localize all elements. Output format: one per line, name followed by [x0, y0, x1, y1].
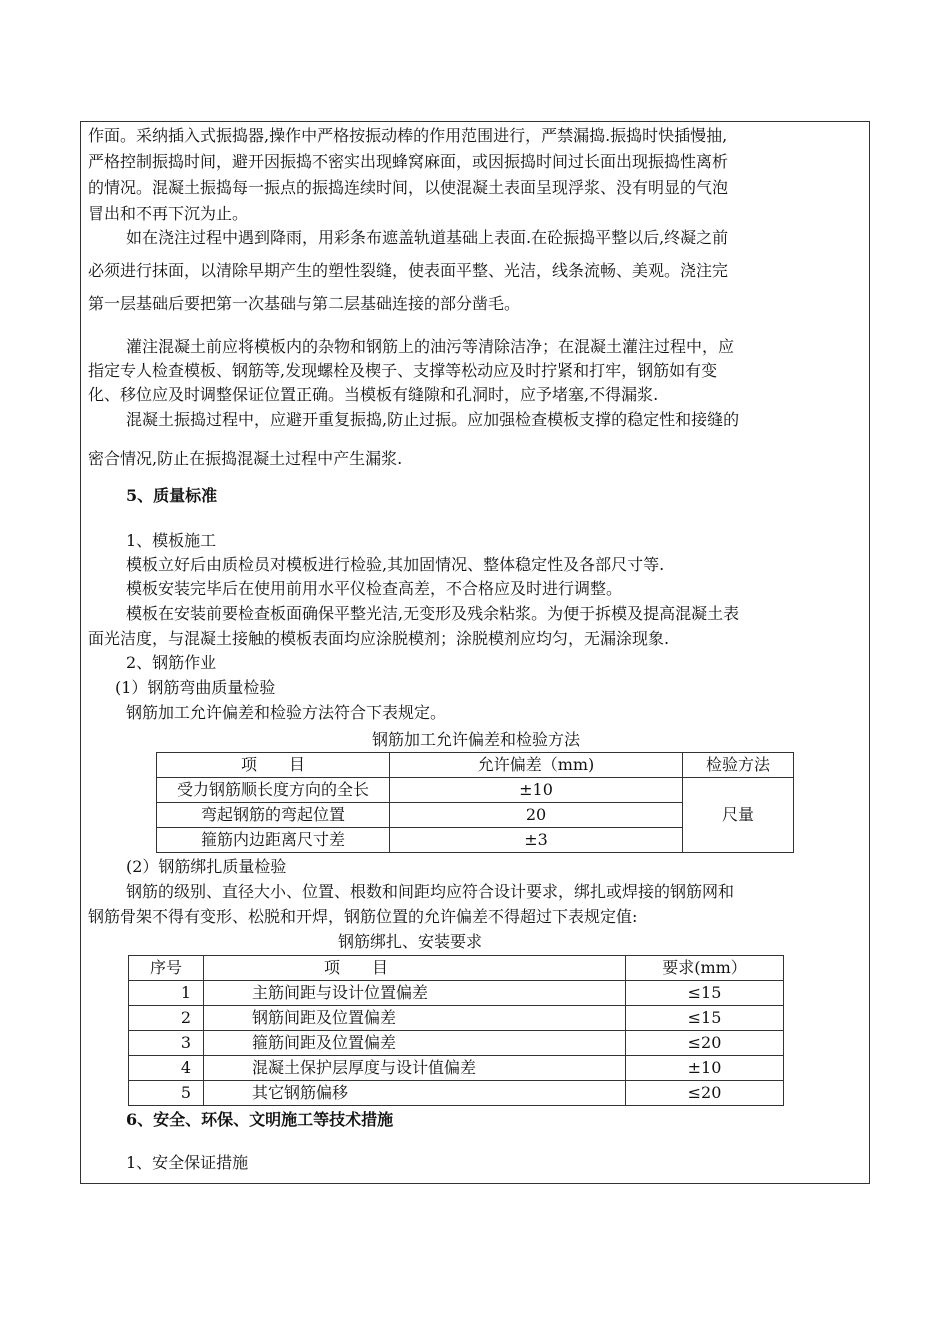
- table-header: 项 目: [157, 753, 390, 778]
- paragraph-line: 混凝土振捣过程中，应避开重复振捣,防止过振。应加强检查模板支撑的稳定性和接缝的: [126, 410, 740, 429]
- table-cell: 2: [129, 1006, 204, 1031]
- section-heading: 6、安全、环保、文明施工等技术措施: [126, 1110, 394, 1129]
- paragraph-line: 第一层基础后要把第一次基础与第二层基础连接的部分凿毛。: [88, 294, 521, 313]
- paragraph-line: 模板安装完毕后在使用前用水平仪检查高差，不合格应及时进行调整。: [126, 579, 623, 598]
- paragraph-line: 钢筋加工允许偏差和检验方法符合下表规定。: [126, 703, 447, 722]
- table-row: [157, 778, 794, 803]
- subsection-heading: (2）钢筋绑扎质量检验: [126, 857, 287, 876]
- paragraph-line: 化、移位应及时调整保证位置正确。当模板有缝隙和孔洞时，应予堵塞,不得漏浆.: [88, 385, 659, 404]
- tolerance-table: [156, 752, 794, 853]
- table-header: 序号: [129, 956, 204, 981]
- table-cell: 主筋间距与设计位置偏差: [204, 981, 626, 1006]
- paragraph-line: 冒出和不再下沉为止。: [88, 204, 249, 223]
- table-caption: 钢筋绑扎、安装要求: [338, 932, 483, 951]
- subsection-heading: (1）钢筋弯曲质量检验: [115, 678, 276, 697]
- table-cell: ≤15: [626, 981, 784, 1006]
- paragraph-line: 严格控制振捣时间，避开因振捣不密实出现蜂窝麻面，或因振捣时间过长面出现振捣性离析: [88, 152, 729, 171]
- paragraph-line: 密合情况,防止在振捣混凝土过程中产生漏浆.: [88, 449, 403, 468]
- paragraph-line: 钢筋骨架不得有变形、松脱和开焊，钢筋位置的允许偏差不得超过下表规定值:: [88, 907, 638, 926]
- table-header: 允许偏差（mm): [390, 753, 683, 778]
- paragraph-line: 必须进行抹面，以清除早期产生的塑性裂缝，使表面平整、光洁，线条流畅、美观。浇注完: [88, 261, 729, 280]
- table-cell: 3: [129, 1031, 204, 1056]
- table-row: [129, 981, 784, 1006]
- subsection-heading: 1、模板施工: [126, 531, 217, 550]
- paragraph-line: 模板在安装前要检查板面确保平整光洁,无变形及残余粘浆。为便于拆模及提高混凝土表: [126, 604, 740, 623]
- paragraph-line: 作面。采纳插入式振捣器,操作中严格按振动棒的作用范围进行，严禁漏捣.振捣时快插慢抽,: [88, 126, 728, 145]
- table-cell: 20: [390, 803, 683, 828]
- table-cell: ±3: [390, 828, 683, 853]
- table-header: 项 目: [204, 956, 626, 981]
- table-header: 要求(mm）: [626, 956, 784, 981]
- binding-table: [128, 955, 784, 1106]
- table-cell: 1: [129, 981, 204, 1006]
- table-cell: 尺量: [683, 778, 794, 853]
- table-caption: 钢筋加工允许偏差和检验方法: [372, 730, 581, 749]
- table-header: 检验方法: [683, 753, 794, 778]
- subsection-heading: 2、钢筋作业: [126, 653, 217, 672]
- paragraph-line: 的情况。混凝土振捣每一振点的振捣连续时间，以使混凝土表面呈现浮浆、没有明显的气泡: [88, 178, 729, 197]
- table-row: [129, 1031, 784, 1056]
- table-cell: 箍筋间距及位置偏差: [204, 1031, 626, 1056]
- subsection-heading: 1、安全保证措施: [126, 1153, 249, 1172]
- table-cell: 其它钢筋偏移: [204, 1081, 626, 1106]
- table-cell: ±10: [626, 1056, 784, 1081]
- paragraph-line: 指定专人检查模板、钢筋等,发现螺栓及楔子、支撑等松动应及时拧紧和打牢，钢筋如有变: [88, 361, 718, 380]
- table-cell: 受力钢筋顺长度方向的全长: [157, 778, 390, 803]
- table-cell: ≤20: [626, 1081, 784, 1106]
- table-cell: 4: [129, 1056, 204, 1081]
- table-cell: 混凝土保护层厚度与设计值偏差: [204, 1056, 626, 1081]
- table-cell: 弯起钢筋的弯起位置: [157, 803, 390, 828]
- table-row: [129, 1081, 784, 1106]
- table-cell: ±10: [390, 778, 683, 803]
- table-cell: 箍筋内边距离尺寸差: [157, 828, 390, 853]
- table-cell: ≤15: [626, 1006, 784, 1031]
- table-cell: 5: [129, 1081, 204, 1106]
- paragraph-line: 钢筋的级别、直径大小、位置、根数和间距均应符合设计要求，绑扎或焊接的钢筋网和: [126, 882, 735, 901]
- section-heading: 5、质量标准: [126, 486, 218, 505]
- table-row: [129, 1056, 784, 1081]
- table-row: [129, 1006, 784, 1031]
- table-cell: 钢筋间距及位置偏差: [204, 1006, 626, 1031]
- paragraph-line: 模板立好后由质检员对模板进行检验,其加固情况、整体稳定性及各部尺寸等.: [126, 555, 665, 574]
- paragraph-line: 面光洁度，与混凝土接触的模板表面均应涂脱模剂；涂脱模剂应均匀，无漏涂现象.: [88, 629, 670, 648]
- paragraph-line: 如在浇注过程中遇到降雨，用彩条布遮盖轨道基础上表面.在砼振捣平整以后,终凝之前: [126, 228, 729, 247]
- paragraph-line: 灌注混凝土前应将模板内的杂物和钢筋上的油污等清除洁净；在混凝土灌注过程中，应: [126, 337, 735, 356]
- table-cell: ≤20: [626, 1031, 784, 1056]
